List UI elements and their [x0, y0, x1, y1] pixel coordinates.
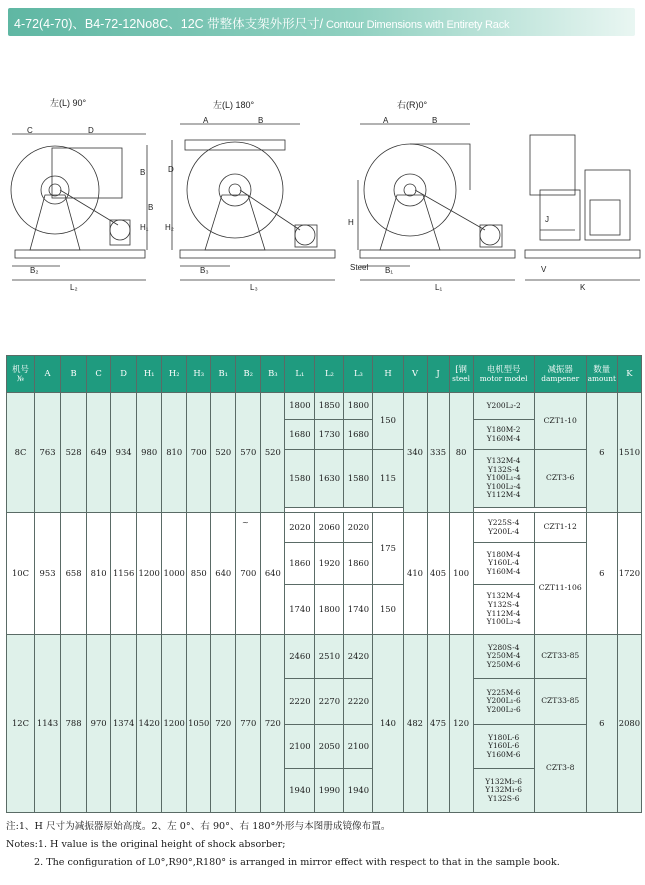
model-no: 12C [7, 635, 35, 813]
dim-h: 150 [373, 585, 403, 635]
header-cell: H₂ [162, 356, 187, 393]
steel: 80 [449, 393, 473, 513]
svg-text:A: A [203, 116, 209, 125]
dampener: CZT1-10 [534, 393, 586, 450]
dim-l3: 1860 [344, 543, 373, 585]
dim-a: 1143 [35, 635, 61, 813]
motor-model: Y225M-6 Y200L₁-6 Y200L₂-6 [473, 679, 534, 725]
dim-l1: 1680 [285, 420, 315, 450]
dim-l2: 2050 [315, 725, 344, 769]
dampener: CZT3-8 [534, 725, 586, 813]
dim-l1: 2460 [285, 635, 315, 679]
header-cell: B₃ [261, 356, 285, 393]
dim-l2: 2270 [315, 679, 344, 725]
dim-l3: 1680 [344, 420, 373, 450]
dim-b: 528 [61, 393, 87, 513]
svg-text:L₁: L₁ [435, 283, 443, 292]
dim-l3: 1740 [344, 585, 373, 635]
svg-text:J: J [545, 215, 549, 224]
model-no: 10C [7, 513, 35, 635]
spec-table [6, 355, 642, 813]
svg-text:A: A [383, 116, 389, 125]
note-en-2: 2. The configuration of L0°,R90°,R180° is arranged in mirror effect with respect to that in the sample book. [34, 857, 560, 868]
dim-l3: 2420 [344, 635, 373, 679]
dim-l2: 1630 [315, 450, 344, 508]
dim-h1: 980 [137, 393, 162, 513]
header-cell: H₃ [187, 356, 211, 393]
motor-model: Y180M-2 Y160M-4 [473, 420, 534, 450]
dim-h3: 850 [187, 513, 211, 635]
dampener: CZT11-106 [534, 543, 586, 635]
header-cell: D [111, 356, 137, 393]
dim-l2: 2510 [315, 635, 344, 679]
svg-text:K: K [580, 283, 586, 292]
dim-c: 810 [87, 513, 111, 635]
dim-l3: 2220 [344, 679, 373, 725]
dim-b: 788 [61, 635, 87, 813]
header-cell: A [35, 356, 61, 393]
header-cell: K [617, 356, 641, 393]
header-cell: L₃ [344, 356, 373, 393]
header-cell: 数量 amount [586, 356, 617, 393]
svg-text:D: D [168, 165, 174, 174]
svg-text:左(L) 90°: 左(L) 90° [50, 98, 87, 108]
dim-a: 953 [35, 513, 61, 635]
dim-h2: 1000 [162, 513, 187, 635]
dampener: CZT3-6 [534, 450, 586, 508]
steel: 120 [449, 635, 473, 813]
dim-l3: 2020 [344, 513, 373, 543]
dim-l3: 1580 [344, 450, 373, 508]
dim-l2: 1990 [315, 769, 344, 813]
svg-text:B: B [140, 168, 146, 177]
amount: 6 [586, 513, 617, 635]
table-row [7, 635, 642, 679]
dim-l1: 1860 [285, 543, 315, 585]
dim-j: 475 [427, 635, 449, 813]
table-header-row [7, 356, 642, 393]
dim-h: 175 [373, 513, 403, 585]
dim-l3: 1800 [344, 393, 373, 420]
svg-text:L₃: L₃ [250, 283, 258, 292]
svg-text:L₂: L₂ [70, 283, 78, 292]
dim-l1: 1940 [285, 769, 315, 813]
dim-k: 1510 [617, 393, 641, 513]
dim-b3: 520 [261, 393, 285, 513]
dim-h3: 1050 [187, 635, 211, 813]
dim-l3: 2100 [344, 725, 373, 769]
dim-l1: 2100 [285, 725, 315, 769]
dim-l1: 2020 [285, 513, 315, 543]
dim-d: 1374 [111, 635, 137, 813]
dim-h3: 700 [187, 393, 211, 513]
motor-model: Y132M-4 Y132S-4 Y100L₁-4 Y100L₂-4 Y112M-4 [473, 450, 534, 508]
dim-b1: 720 [211, 635, 236, 813]
dim-l1: 1580 [285, 450, 315, 508]
dim-h1: 1420 [137, 635, 162, 813]
dampener: CZT33-85 [534, 679, 586, 725]
svg-text:B₁: B₁ [385, 266, 394, 275]
header-cell: H [373, 356, 403, 393]
dim-c: 970 [87, 635, 111, 813]
table-row [7, 393, 642, 420]
svg-text:B: B [258, 116, 264, 125]
motor-model: Y132M-4 Y132S-4 Y112M-4 Y100L₂-4 [473, 585, 534, 635]
dim-h: 115 [373, 450, 403, 508]
table-row [7, 513, 642, 543]
header-cell: 电机型号 motor model [473, 356, 534, 393]
header-cell: V [403, 356, 427, 393]
motor-model: Y280S-4 Y250M-4 Y250M-6 [473, 635, 534, 679]
dim-b2: 700 [236, 513, 261, 635]
motor-model: Y132M₂-6 Y132M₁-6 Y132S-6 [473, 769, 534, 813]
dim-b2: 570 [236, 393, 261, 513]
dim-b2: 770 [236, 635, 261, 813]
stray-mark: ~ [242, 518, 249, 527]
dim-v: 410 [403, 513, 427, 635]
header-cell: B₂ [236, 356, 261, 393]
motor-model: Y225S-4 Y200L-4 [473, 513, 534, 543]
model-no: 8C [7, 393, 35, 513]
svg-text:B₃: B₃ [200, 266, 209, 275]
dim-k: 1720 [617, 513, 641, 635]
header-cell: J [427, 356, 449, 393]
drawing-labels [27, 97, 586, 292]
dim-l2: 2060 [315, 513, 344, 543]
svg-text:C: C [27, 126, 33, 135]
dim-l2: 1730 [315, 420, 344, 450]
svg-text:V: V [541, 265, 547, 274]
svg-text:B₂: B₂ [30, 266, 39, 275]
svg-text:H₁: H₁ [140, 223, 149, 232]
dim-l2: 1800 [315, 585, 344, 635]
dim-h2: 1200 [162, 635, 187, 813]
dim-b3: 640 [261, 513, 285, 635]
header-cell: L₂ [315, 356, 344, 393]
dampener: CZT1-12 [534, 513, 586, 543]
dim-b: 658 [61, 513, 87, 635]
dim-l3: 1940 [344, 769, 373, 813]
dim-l2: 1850 [315, 393, 344, 420]
dampener: CZT33-85 [534, 635, 586, 679]
dim-b1: 520 [211, 393, 236, 513]
dim-l2: 1920 [315, 543, 344, 585]
notes [6, 818, 642, 872]
dim-a: 763 [35, 393, 61, 513]
page-title: 4-72(4-70)、B4-72-12No8C、12C 带整体支架外形尺寸/ Contour Dimensions with Entirety Rack [14, 17, 510, 31]
header-bar [8, 8, 635, 36]
svg-text:Steel: Steel [350, 263, 369, 272]
dim-c: 649 [87, 393, 111, 513]
dim-h1: 1200 [137, 513, 162, 635]
header-cell: B₁ [211, 356, 236, 393]
dim-v: 340 [403, 393, 427, 513]
motor-model: Y180L-6 Y160L-6 Y160M-6 [473, 725, 534, 769]
amount: 6 [586, 393, 617, 513]
header-cell: L₁ [285, 356, 315, 393]
svg-text:H: H [348, 218, 354, 227]
header-cell: [钢 steel [449, 356, 473, 393]
note-cn: 注:1、H 尺寸为减振器原始高度。2、左 0°、右 90°、右 180°外形与本图册成镜像布置。 [6, 821, 391, 832]
motor-model: Y180M-4 Y160L-4 Y160M-4 [473, 543, 534, 585]
header-cell: B [61, 356, 87, 393]
dim-d: 1156 [111, 513, 137, 635]
svg-text:B: B [148, 203, 154, 212]
svg-text:左(L) 180°: 左(L) 180° [213, 100, 255, 110]
dim-v: 482 [403, 635, 427, 813]
dim-k: 2080 [617, 635, 641, 813]
header-cell: 减振器 dampener [534, 356, 586, 393]
dim-j: 405 [427, 513, 449, 635]
dim-b1: 640 [211, 513, 236, 635]
dimension-drawing [0, 90, 645, 300]
motor-model: Y200L₂-2 [473, 393, 534, 420]
dim-l1: 2220 [285, 679, 315, 725]
fan-view-side [525, 135, 640, 280]
dim-h: 140 [373, 635, 403, 813]
fan-view-left-90 [11, 134, 147, 280]
dim-d: 934 [111, 393, 137, 513]
svg-text:H₂: H₂ [165, 223, 174, 232]
header-cell: H₁ [137, 356, 162, 393]
fan-view-left-180 [172, 124, 335, 280]
steel: 100 [449, 513, 473, 635]
dim-l1: 1800 [285, 393, 315, 420]
header-cell: C [87, 356, 111, 393]
dim-j: 335 [427, 393, 449, 513]
note-en-1: Notes:1. H value is the original height of shock absorber; [6, 839, 286, 850]
dim-h: 150 [373, 393, 403, 450]
svg-text:D: D [88, 126, 94, 135]
amount: 6 [586, 635, 617, 813]
fan-view-right-0 [358, 124, 515, 280]
svg-text:B: B [432, 116, 438, 125]
svg-text:右(R)0°: 右(R)0° [397, 100, 428, 110]
dim-b3: 720 [261, 635, 285, 813]
dim-h2: 810 [162, 393, 187, 513]
dim-l1: 1740 [285, 585, 315, 635]
header-cell: 机号 № [7, 356, 35, 393]
